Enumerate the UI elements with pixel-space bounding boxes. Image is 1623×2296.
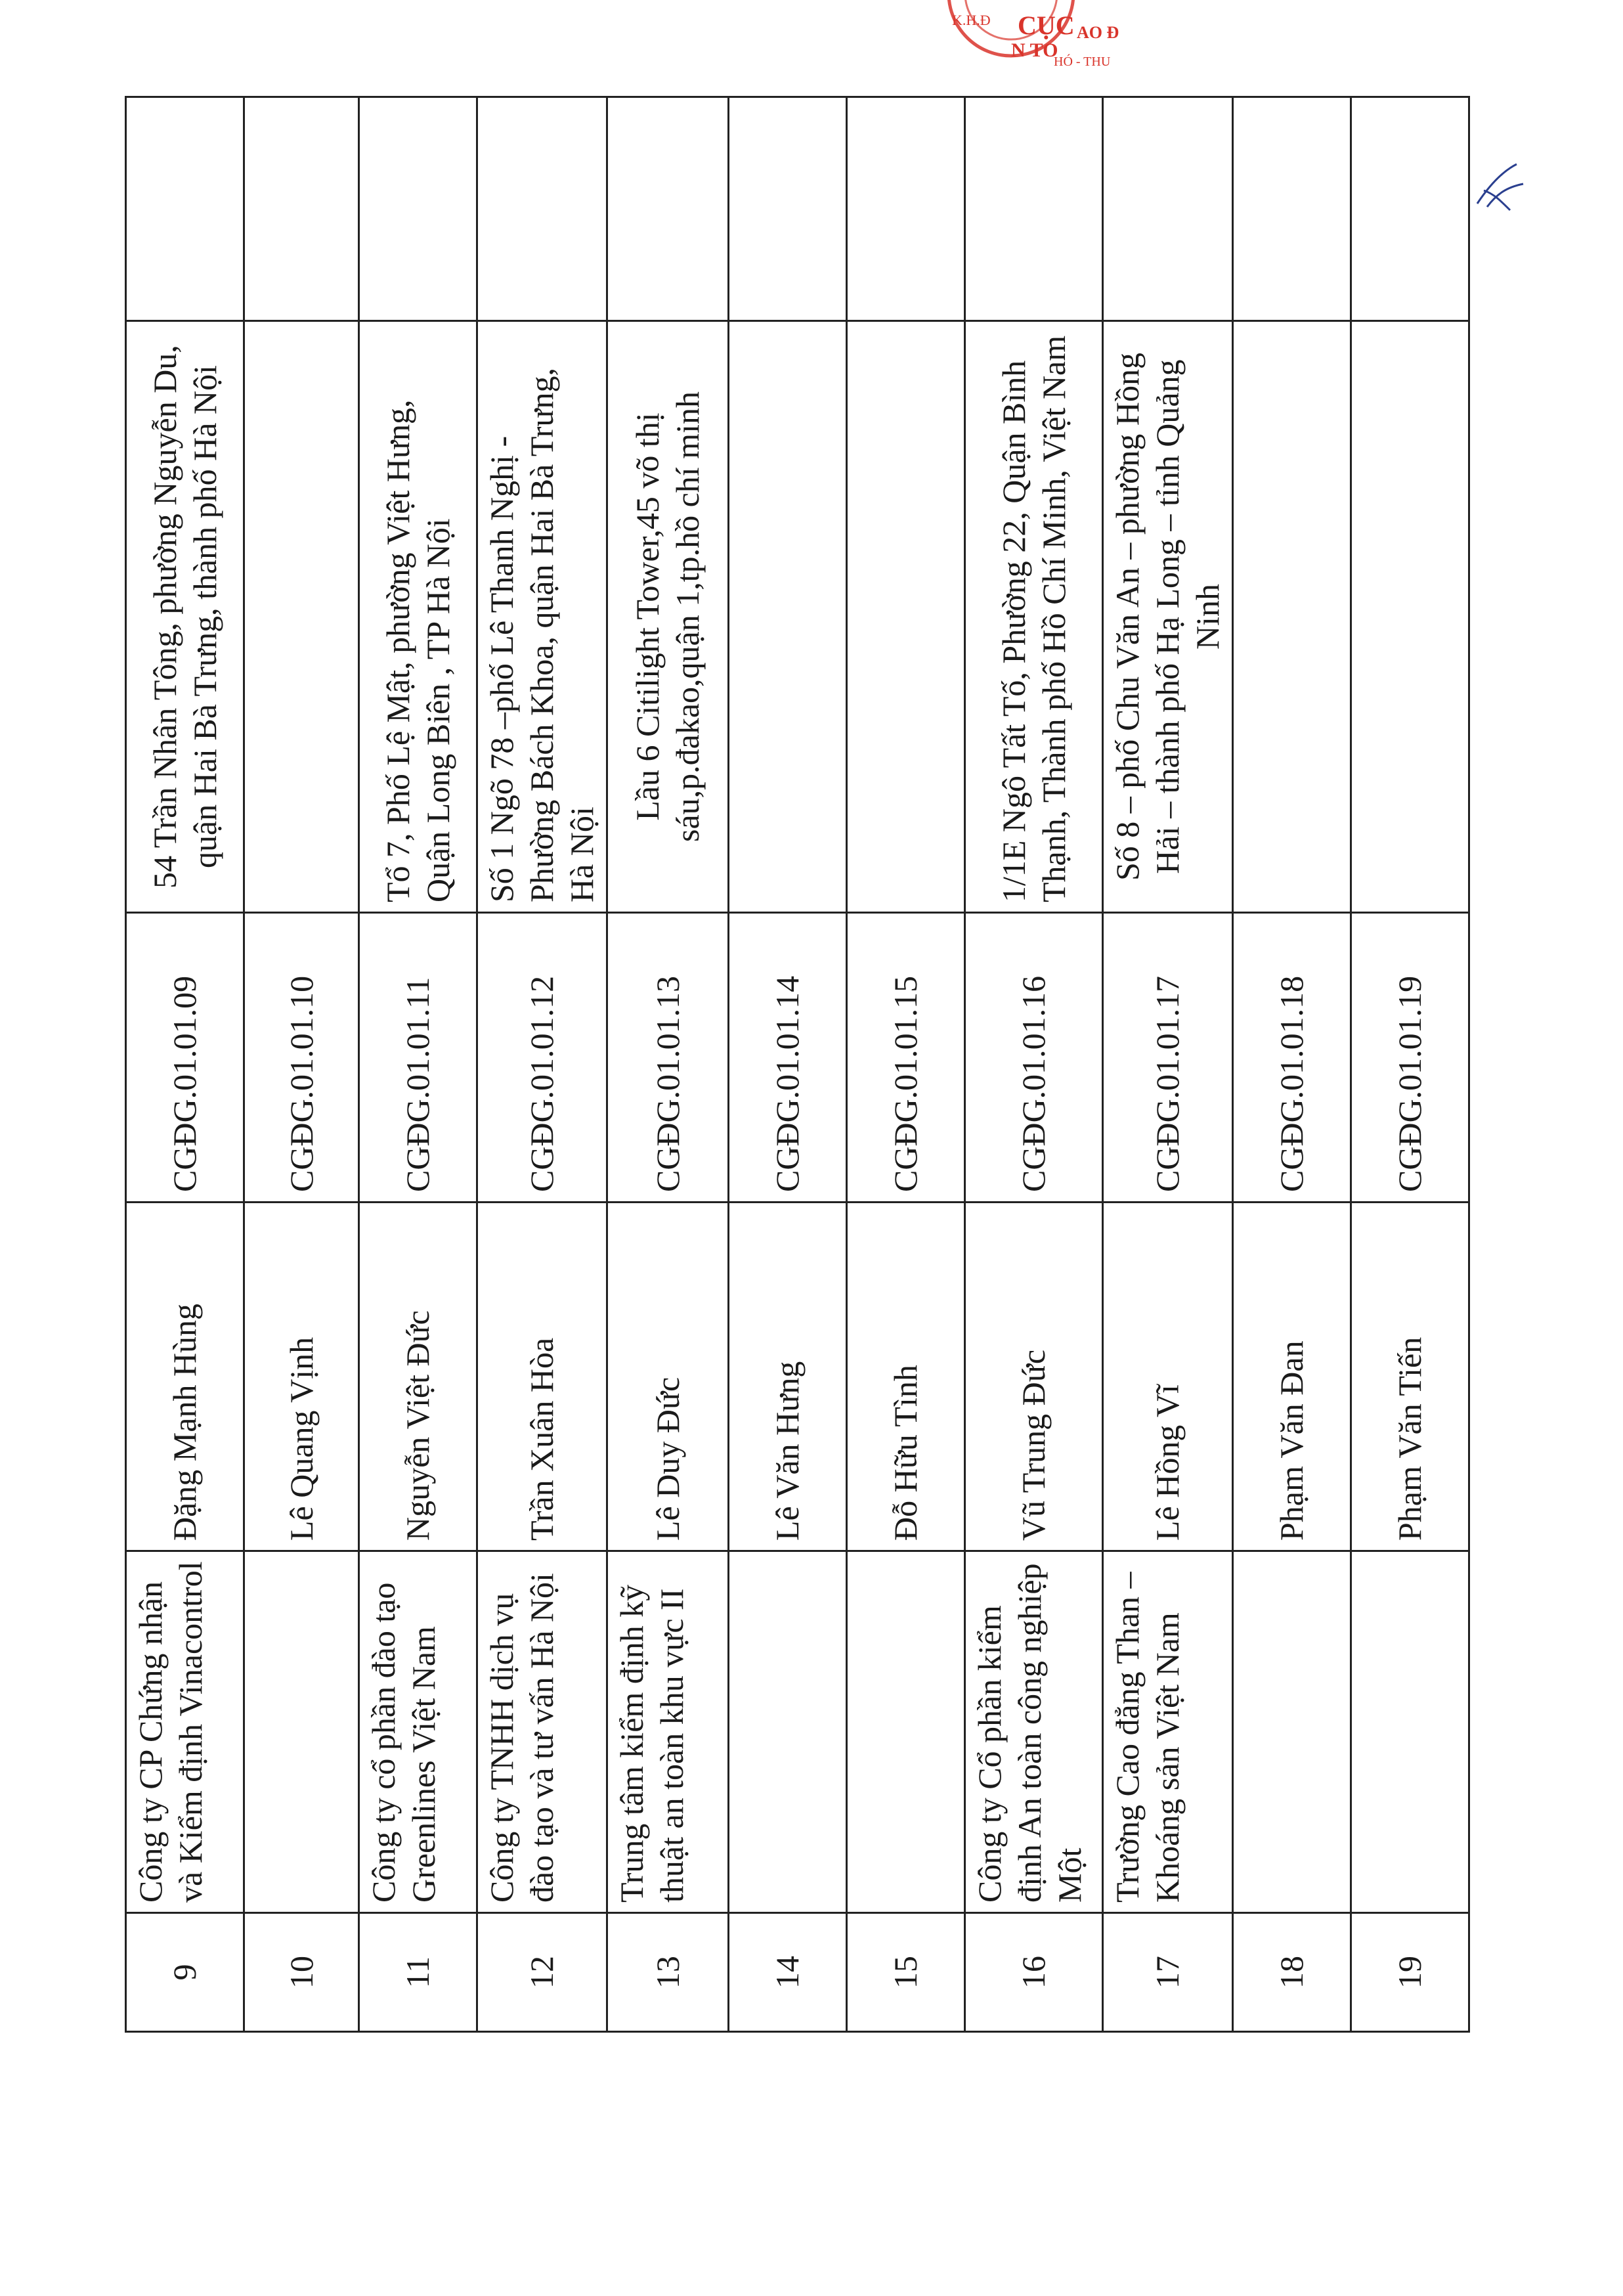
organization-address: Số 8 – phố Chu Văn An – phường Hồng Hải – thành phố Hạ Long – tỉnh Quảng Ninh [1103, 321, 1233, 913]
certificate-code: CGĐG.01.01.14 [729, 913, 847, 1203]
person-name: Lê Hồng Vĩ [1103, 1203, 1233, 1551]
organization-name [729, 1551, 847, 1913]
person-name: Đặng Mạnh Hùng [126, 1203, 244, 1551]
organization-address: 1/1E Ngô Tất Tố, Phường 22, Quận Bình Thạnh, Thành phố Hồ Chí Minh, Việt Nam [965, 321, 1103, 913]
certificate-code: CGĐG.01.01.19 [1351, 913, 1469, 1203]
table-row [729, 97, 847, 2032]
row-number: 14 [729, 1913, 847, 2032]
organization-address [729, 321, 847, 913]
empty-column-cell [126, 97, 244, 321]
person-name: Đỗ Hữu Tình [847, 1203, 965, 1551]
empty-column-cell [359, 97, 477, 321]
organization-name: Công ty Cổ phần kiểm định An toàn công nghiệp Một [965, 1551, 1103, 1913]
table-row [1351, 97, 1469, 2032]
svg-text:AO Đ: AO Đ [1077, 23, 1119, 42]
organization-name [1233, 1551, 1351, 1913]
person-name: Lê Văn Hưng [729, 1203, 847, 1551]
empty-column-cell [1103, 97, 1233, 321]
certificate-code: CGĐG.01.01.17 [1103, 913, 1233, 1203]
organization-address: Tổ 7, Phố Lệ Mật, phường Việt Hưng, Quận Long Biên , TP Hà Nội [359, 321, 477, 913]
registration-table [125, 96, 1470, 2033]
row-number: 12 [477, 1913, 607, 2032]
certificate-code: CGĐG.01.01.18 [1233, 913, 1351, 1203]
svg-text:HÓ - THU: HÓ - THU [1054, 55, 1111, 69]
handwritten-initials [1471, 158, 1530, 217]
svg-text:CỤC: CỤC [1018, 11, 1075, 40]
row-number: 11 [359, 1913, 477, 2032]
organization-address: Lầu 6 Citilight Tower,45 võ thị sáu,p.đakao,quận 1,tp.hồ chí minh [607, 321, 729, 913]
certificate-code: CGĐG.01.01.12 [477, 913, 607, 1203]
empty-column-cell [847, 97, 965, 321]
person-name: Phạm Văn Đan [1233, 1203, 1351, 1551]
certificate-code: CGĐG.01.01.15 [847, 913, 965, 1203]
table-row [126, 97, 244, 2032]
svg-text:N TO: N TO [1011, 39, 1058, 61]
table-row [244, 97, 359, 2032]
empty-column-cell [965, 97, 1103, 321]
table-row [1233, 97, 1351, 2032]
empty-column-cell [477, 97, 607, 321]
organization-address [244, 321, 359, 913]
rotated-table-area [125, 220, 1504, 2033]
person-name: Lê Quang Vịnh [244, 1203, 359, 1551]
empty-column-cell [729, 97, 847, 321]
person-name: Phạm Văn Tiến [1351, 1203, 1469, 1551]
organization-name [1351, 1551, 1469, 1913]
table-row [477, 97, 607, 2032]
person-name: Vũ Trung Đức [965, 1203, 1103, 1551]
organization-name: Công ty cổ phần đào tạo Greenlines Việt Nam [359, 1551, 477, 1913]
organization-name: Trung tâm kiểm định kỹ thuật an toàn khu vực II [607, 1551, 729, 1913]
table-row [965, 97, 1103, 2032]
row-number: 19 [1351, 1913, 1469, 2032]
organization-name: Trường Cao đẳng Than – Khoáng sản Việt Nam [1103, 1551, 1233, 1913]
row-number: 13 [607, 1913, 729, 2032]
organization-address: Số 1 Ngõ 78 –phố Lê Thanh Nghị - Phường Bách Khoa, quận Hai Bà Trưng, Hà Nội [477, 321, 607, 913]
certificate-code: CGĐG.01.01.10 [244, 913, 359, 1203]
svg-text:K.H.Đ: K.H.Đ [952, 12, 991, 28]
table-row [607, 97, 729, 2032]
organization-name [244, 1551, 359, 1913]
organization-address [847, 321, 965, 913]
organization-name [847, 1551, 965, 1913]
certificate-code: CGĐG.01.01.13 [607, 913, 729, 1203]
empty-column-cell [607, 97, 729, 321]
organization-name: Công ty CP Chứng nhận và Kiểm định Vinacontrol [126, 1551, 244, 1913]
organization-name: Công ty TNHH dịch vụ đào tạo và tư vấn Hà Nội [477, 1551, 607, 1913]
empty-column-cell [1351, 97, 1469, 321]
row-number: 15 [847, 1913, 965, 2032]
organization-address: 54 Trần Nhân Tông, phường Nguyễn Du, quận Hai Bà Trưng, thành phố Hà Nội [126, 321, 244, 913]
certificate-code: CGĐG.01.01.09 [126, 913, 244, 1203]
person-name: Trần Xuân Hòa [477, 1203, 607, 1551]
empty-column-cell [244, 97, 359, 321]
person-name: Nguyễn Việt Đức [359, 1203, 477, 1551]
row-number: 17 [1103, 1913, 1233, 2032]
row-number: 16 [965, 1913, 1103, 2032]
organization-address [1233, 321, 1351, 913]
row-number: 18 [1233, 1913, 1351, 2032]
certificate-code: CGĐG.01.01.11 [359, 913, 477, 1203]
organization-address [1351, 321, 1469, 913]
certificate-code: CGĐG.01.01.16 [965, 913, 1103, 1203]
official-stamp [794, 0, 1136, 72]
row-number: 10 [244, 1913, 359, 2032]
table-row [359, 97, 477, 2032]
person-name: Lê Duy Đức [607, 1203, 729, 1551]
table-row [1103, 97, 1233, 2032]
row-number: 9 [126, 1913, 244, 2032]
empty-column-cell [1233, 97, 1351, 321]
table-row [847, 97, 965, 2032]
